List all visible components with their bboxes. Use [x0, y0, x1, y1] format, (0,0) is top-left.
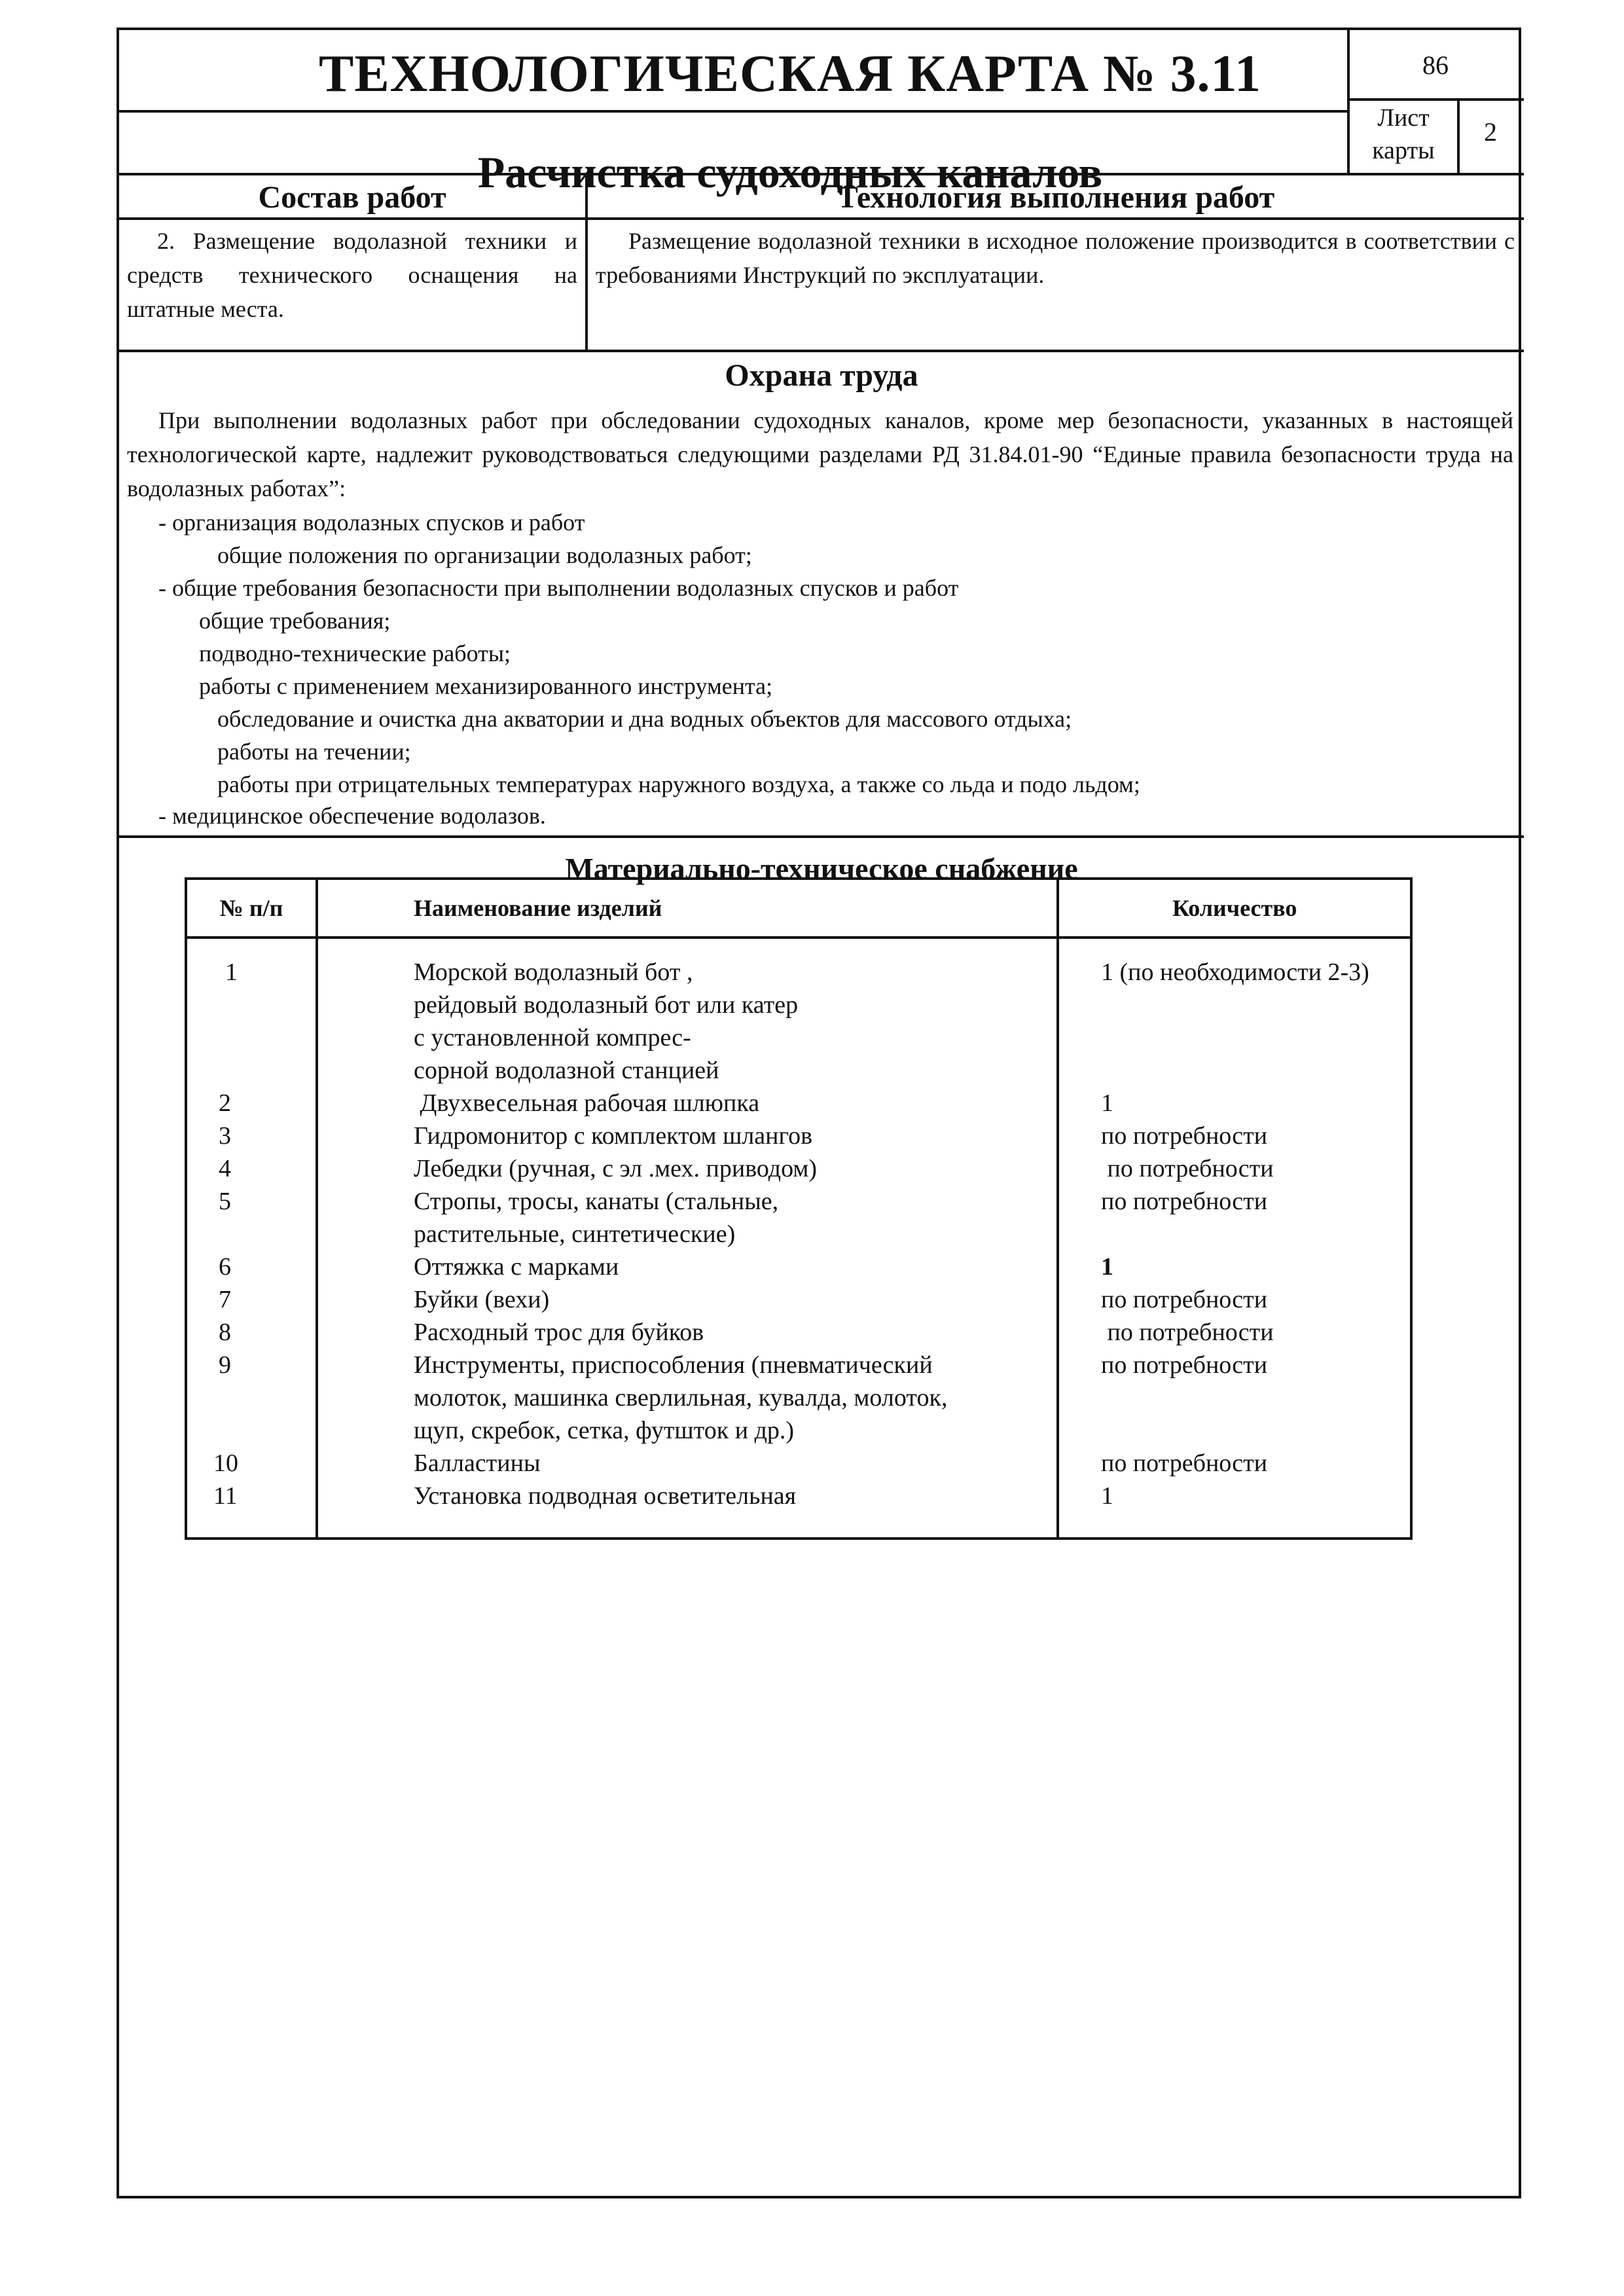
page-frame [117, 27, 1521, 2198]
supply-row-qty: по потребности [1101, 1122, 1268, 1150]
supply-row-name: Лебедки (ручная, с эл .мех. приводом) [414, 1155, 818, 1182]
supply-row-name: растительные, синтетические) [414, 1220, 736, 1248]
supply-row-name: Морской водолазный бот , [414, 958, 693, 986]
supply-header-qty: Количество [1172, 895, 1297, 921]
supply-row-qty: 1 [1101, 1089, 1113, 1117]
safety-item: работы при отрицательных температурах наружного воздуха, а также со льда и подо льдом; [217, 771, 1140, 797]
supply-row-num: 1 [225, 958, 238, 986]
supply-row-name: рейдовый водолазный бот или катер [414, 991, 799, 1019]
supply-row-name: щуп, скребок, сетка, футшток и др.) [414, 1417, 795, 1444]
supply-col-divider [1056, 880, 1059, 1537]
card-title: ТЕХНОЛОГИЧЕСКАЯ КАРТА № 3.11 [318, 45, 1262, 103]
supply-row-name: молоток, машинка сверлильная, кувалда, молоток, [414, 1384, 948, 1412]
work-technology-text: Размещение водолазной техники в исходное положение производится в соответствии с требованиями Инструкций по эксплуатации. [596, 228, 1515, 288]
safety-item: работы на течении; [217, 738, 411, 765]
supply-header-num: № п/п [219, 895, 283, 921]
work-step-text: 2. Размещение водолазной техники и средств технического оснащения на штатные места. [127, 228, 577, 322]
sheet-number: 2 [1484, 117, 1497, 147]
supply-row-name: с установленной компрес- [414, 1024, 691, 1051]
sheet-label-1: Лист [1377, 104, 1430, 132]
supply-row-num: 9 [219, 1351, 231, 1379]
supply-row-num: 8 [219, 1319, 231, 1346]
supply-row-num: 5 [219, 1188, 231, 1215]
safety-item: - медицинское обеспечение водолазов. [158, 803, 546, 829]
supply-row-qty: 1 [1101, 1253, 1113, 1281]
safety-item: общие требования; [199, 608, 391, 634]
safety-intro: При выполнении водолазных работ при обследовании судоходных каналов, кроме мер безопасности, указанных в настоящей технологической карте, надлежит руководствоваться следующими разделами РД 31.84.01-90 “Единые правила безопасности труда на водолазных работах”: [127, 407, 1513, 501]
safety-item: общие положения по организации водолазных работ; [217, 542, 752, 568]
supply-row-num: 7 [219, 1286, 231, 1313]
work-col2-header: Технология выполнения работ [837, 180, 1275, 215]
supply-row-name: Инструменты, приспособления (пневматический [414, 1351, 933, 1379]
divider-safety-bottom [119, 835, 1524, 838]
supply-header-divider [187, 936, 1410, 939]
safety-item: подводно-технические работы; [199, 640, 511, 666]
divider-pagenum [1347, 98, 1524, 101]
supply-row-qty: по потребности [1101, 1155, 1274, 1182]
divider-title [119, 110, 1348, 113]
supply-header-name: Наименование изделий [414, 895, 662, 921]
supply-title: Материально-техническое снабжение [565, 852, 1078, 885]
divider-work-header [119, 217, 1524, 220]
supply-row-num: 11 [213, 1482, 238, 1510]
page-number: 86 [1422, 50, 1449, 80]
safety-item: - общие требования безопасности при выполнении водолазных спусков и работ [158, 575, 959, 601]
supply-row-qty: по потребности [1101, 1351, 1268, 1379]
safety-item: работы с применением механизированного инструмента; [199, 673, 773, 699]
supply-row-name: Двухвесельная рабочая шлюпка [414, 1089, 760, 1117]
supply-row-name: Гидромонитор с комплектом шлангов [414, 1122, 813, 1150]
supply-row-qty: 1 (по необходимости 2-3) [1101, 958, 1369, 986]
supply-row-num: 3 [219, 1122, 231, 1150]
supply-row-name: Балластины [414, 1449, 541, 1477]
supply-row-num: 10 [213, 1449, 238, 1477]
divider-work-cols [585, 173, 588, 352]
safety-item: - организация водолазных спусков и работ [158, 509, 585, 536]
safety-item: обследование и очистка дна акватории и дна водных объектов для массового отдыха; [217, 706, 1072, 732]
supply-row-num: 2 [219, 1089, 231, 1117]
supply-row-name: сорной водолазной станцией [414, 1057, 719, 1084]
sheet-label-2: карты [1372, 137, 1435, 164]
supply-row-qty: по потребности [1101, 1319, 1274, 1346]
supply-row-qty: по потребности [1101, 1286, 1268, 1313]
supply-col-divider [316, 880, 318, 1537]
supply-row-name: Буйки (вехи) [414, 1286, 550, 1313]
supply-row-name: Расходный трос для буйков [414, 1319, 704, 1346]
supply-row-qty: по потребности [1101, 1449, 1268, 1477]
work-col1-header: Состав работ [258, 180, 446, 215]
supply-row-name: Стропы, тросы, канаты (стальные, [414, 1188, 779, 1215]
supply-row-name: Оттяжка с марками [414, 1253, 619, 1281]
divider-work-bottom [119, 350, 1524, 352]
divider-header [119, 173, 1524, 175]
supply-row-num: 4 [219, 1155, 231, 1182]
supply-row-num: 6 [219, 1253, 231, 1281]
supply-row-qty: по потребности [1101, 1188, 1268, 1215]
supply-table [185, 877, 1413, 1540]
supply-row-qty: 1 [1101, 1482, 1113, 1510]
card-subtitle: Расчистка судоходных каналов [477, 147, 1103, 197]
safety-title: Охрана труда [725, 358, 918, 393]
supply-row-name: Установка подводная осветительная [414, 1482, 797, 1510]
